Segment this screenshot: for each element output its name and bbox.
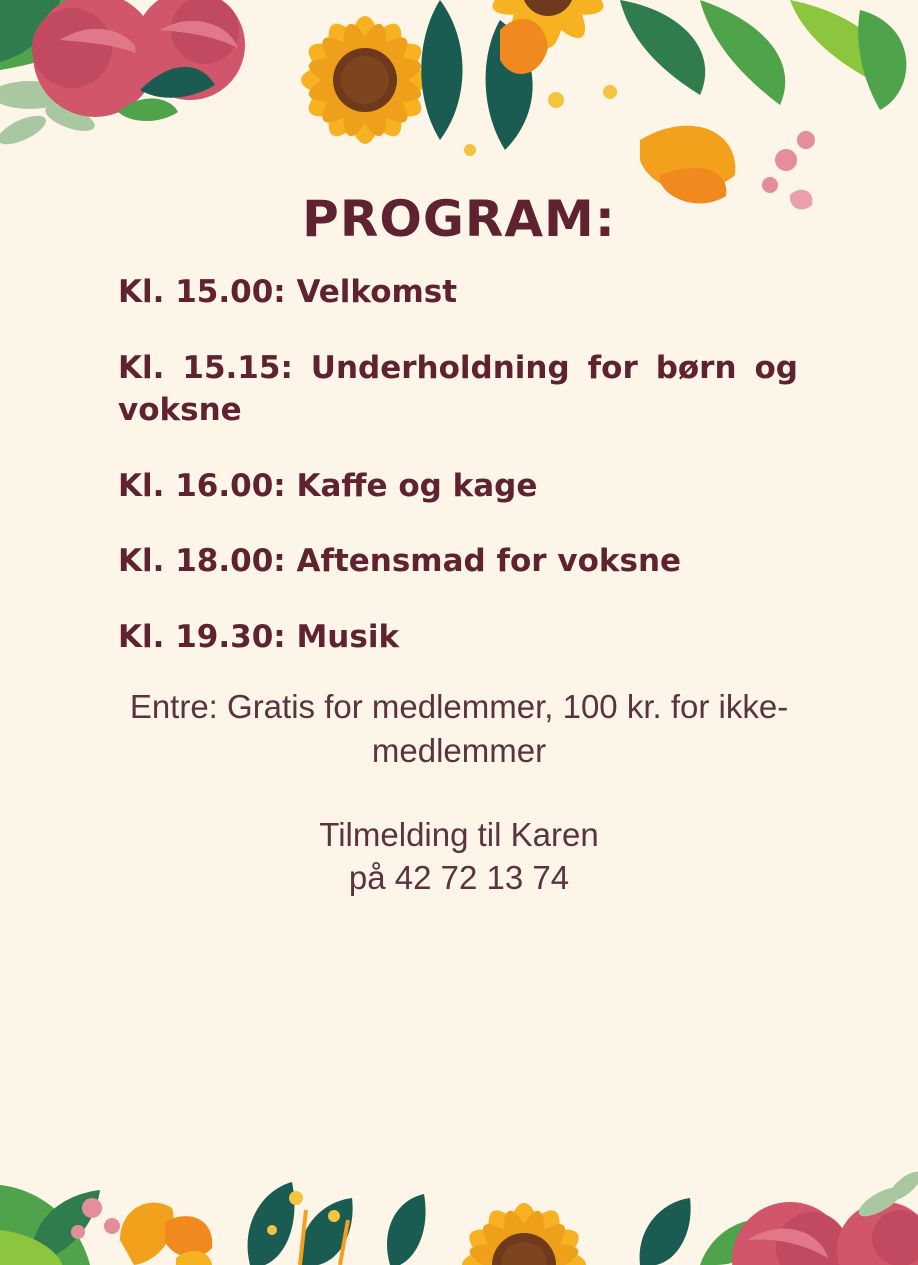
floral-border-bottom-icon bbox=[0, 1090, 918, 1265]
list-item: Kl. 15.15: Underholdning for børn og voksne bbox=[118, 349, 798, 428]
page-title: PROGRAM: bbox=[302, 190, 616, 248]
list-item: Kl. 16.00: Kaffe og kage bbox=[118, 467, 538, 504]
signup-line-2: på 42 72 13 74 bbox=[348, 859, 570, 897]
floral-border-top-icon bbox=[0, 0, 918, 215]
list-item: Kl. 15.00: Velkomst bbox=[118, 274, 458, 310]
list-item: Kl. 18.00: Aftensmad for voksne bbox=[118, 543, 682, 580]
program-schedule-list bbox=[118, 272, 800, 659]
poster-content bbox=[0, 190, 918, 900]
signup-line-1: Tilmelding til Karen bbox=[319, 816, 599, 854]
list-item: Kl. 19.30: Musik bbox=[118, 619, 400, 656]
signup-info bbox=[100, 814, 818, 900]
entry-fee-note: Entre: Gratis for medlemmer, 100 kr. for ikke-medlemmer bbox=[129, 688, 789, 769]
